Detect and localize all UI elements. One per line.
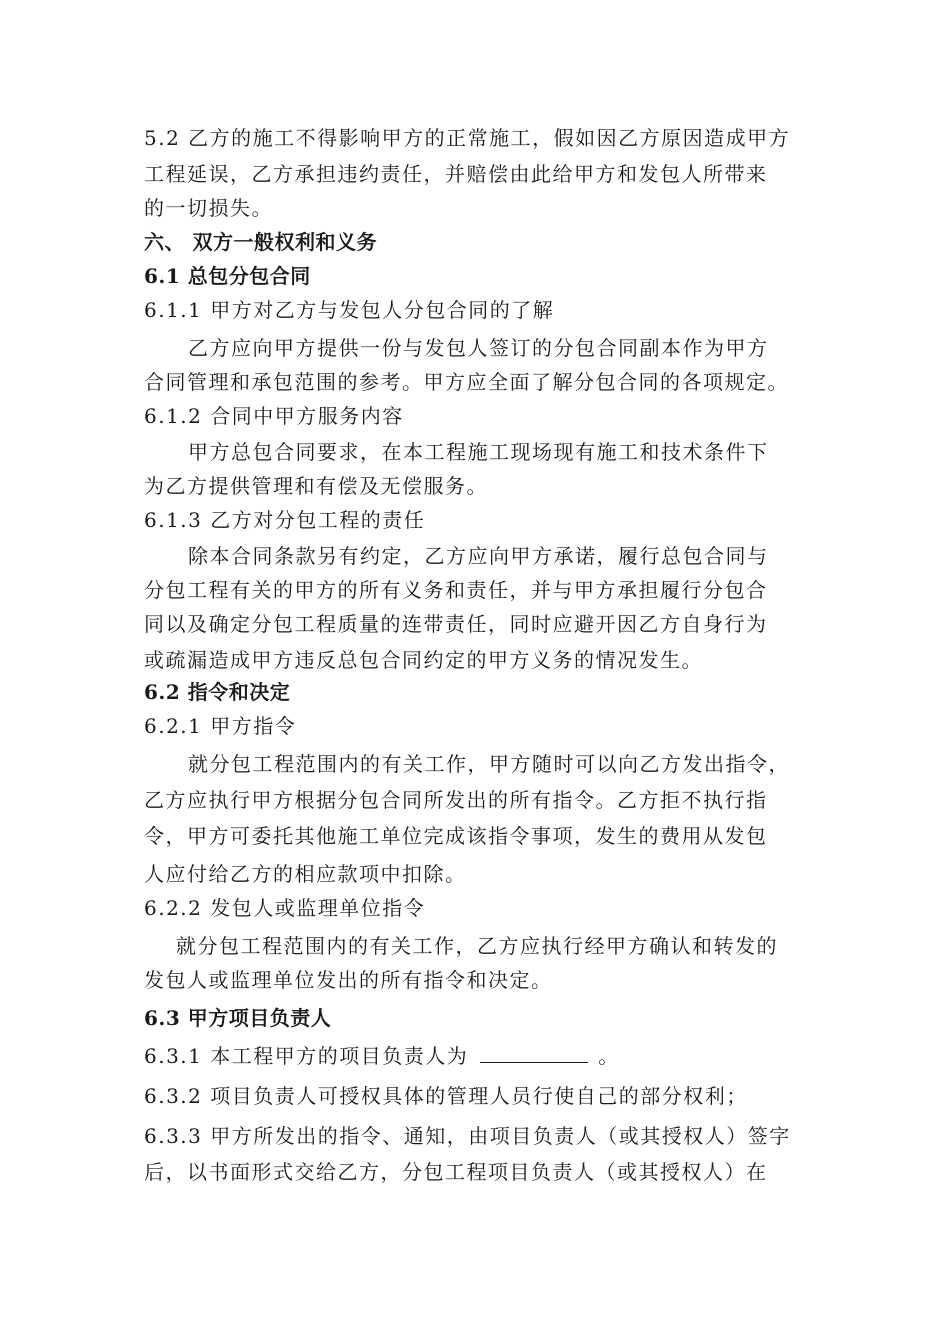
- clause-end-punct: 。: [598, 1044, 620, 1068]
- clause-fill-line: [144, 1042, 814, 1070]
- text-line: 合同管理和承包范围的参考。甲方应全面了解分包合同的各项规定。: [144, 370, 789, 394]
- clause-title: 6.1.3 乙方对分包工程的责任: [144, 508, 426, 532]
- text-line: 同以及确定分包工程质量的连带责任，同时应避开因乙方自身行为: [144, 612, 768, 636]
- clause-title: 6.1.1 甲方对乙方与发包人分包合同的了解: [144, 298, 555, 322]
- text-line: 6.3.3 甲方所发出的指令、通知，由项目负责人（或其授权人）签字: [144, 1124, 791, 1148]
- text-line: 5.2 乙方的施工不得影响甲方的正常施工，假如因乙方原因造成甲方: [144, 126, 791, 150]
- clause-title: 6.1.2 合同中甲方服务内容: [144, 404, 404, 428]
- text-line: 除本合同条款另有约定，乙方应向甲方承诺，履行总包合同与: [188, 544, 769, 568]
- subsection-heading: 6.2 指令和决定: [144, 680, 291, 704]
- text-line: 后，以书面形式交给乙方，分包工程项目负责人（或其授权人）在: [144, 1160, 768, 1184]
- text-line: 工程延误，乙方承担违约责任，并赔偿由此给甲方和发包人所带来: [144, 162, 768, 186]
- text-line: 发包人或监理单位发出的所有指令和决定。: [144, 968, 553, 992]
- text-line: 就分包工程范围内的有关工作，甲方随时可以向乙方发出指令，: [188, 752, 790, 776]
- clause-title: 6.2.1 甲方指令: [144, 714, 297, 738]
- clause-text: 6.3.1 本工程甲方的项目负责人为: [144, 1044, 469, 1068]
- text-line: 6.3.2 项目负责人可授权具体的管理人员行使自己的部分权利；: [144, 1084, 748, 1108]
- section-heading: 六、 双方一般权利和义务: [144, 230, 377, 254]
- text-line: 人应付给乙方的相应款项中扣除。: [144, 862, 467, 886]
- text-line: 或疏漏造成甲方违反总包合同约定的甲方义务的情况发生。: [144, 648, 703, 672]
- subsection-heading: 6.1 总包分包合同: [144, 264, 311, 288]
- text-line: 就分包工程范围内的有关工作，乙方应执行经甲方确认和转发的: [176, 934, 778, 958]
- text-line: 为乙方提供管理和有偿及无偿服务。: [144, 474, 488, 498]
- text-line: 乙方应执行甲方根据分包合同所发出的所有指令。乙方拒不执行指: [144, 788, 768, 812]
- text-line: 的一切损失。: [144, 196, 273, 220]
- text-line: 乙方应向甲方提供一份与发包人签订的分包合同副本作为甲方: [188, 336, 769, 360]
- subsection-heading: 6.3 甲方项目负责人: [144, 1006, 332, 1030]
- fill-in-blank[interactable]: [480, 1044, 588, 1063]
- text-line: 甲方总包合同要求，在本工程施工现场现有施工和技术条件下: [188, 440, 769, 464]
- text-line: 令，甲方可委托其他施工单位完成该指令事项，发生的费用从发包: [144, 824, 768, 848]
- clause-title: 6.2.2 发包人或监理单位指令: [144, 896, 426, 920]
- text-line: 分包工程有关的甲方的所有义务和责任，并与甲方承担履行分包合: [144, 578, 768, 602]
